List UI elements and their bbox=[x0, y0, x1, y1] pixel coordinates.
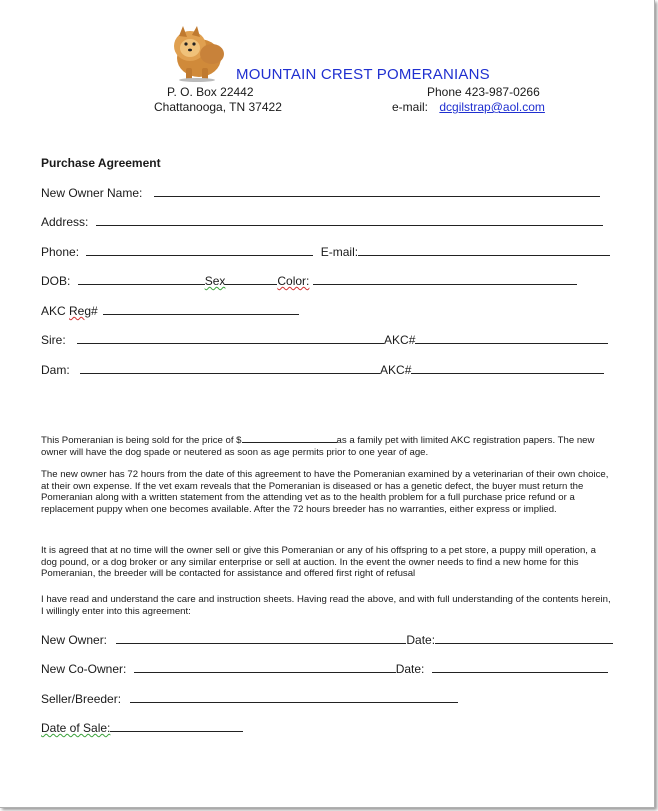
sex-field[interactable] bbox=[225, 274, 277, 285]
dob-row bbox=[41, 274, 577, 288]
new-owner-name-row bbox=[41, 186, 600, 200]
phone-field[interactable] bbox=[86, 245, 313, 256]
new-owner-signature-field[interactable] bbox=[116, 633, 406, 644]
po-box: P. O. Box 22442 bbox=[167, 85, 254, 99]
seller-breeder-row bbox=[41, 692, 458, 706]
akc-reg-row bbox=[41, 304, 299, 318]
email-field-label: E-mail: bbox=[320, 245, 359, 259]
new-owner-date-label: Date: bbox=[406, 633, 436, 647]
company-name: MOUNTAIN CREST POMERANIANS bbox=[236, 66, 490, 83]
color-field[interactable] bbox=[313, 274, 577, 285]
sire-akc-label: AKC# bbox=[384, 333, 416, 347]
dam-akc-field[interactable] bbox=[411, 363, 604, 374]
price-text-start: This Pomeranian is being sold for the price of $ bbox=[41, 435, 242, 446]
sire-akc-field[interactable] bbox=[415, 333, 608, 344]
price-paragraph bbox=[41, 433, 611, 458]
dam-akc-label: AKC# bbox=[380, 363, 412, 377]
new-co-owner-signature-field[interactable] bbox=[134, 662, 396, 673]
dob-field[interactable] bbox=[78, 274, 205, 285]
dam-label: Dam: bbox=[41, 363, 70, 377]
seller-breeder-field[interactable] bbox=[130, 692, 458, 703]
email-label: e-mail: bbox=[392, 100, 429, 114]
new-co-owner-signature-row bbox=[41, 662, 608, 676]
seller-breeder-label: Seller/Breeder: bbox=[41, 692, 122, 706]
acknowledgement-paragraph: I have read and understand the care and instruction sheets. Having read the above, and with full understanding of the contents herein, I willingly enter into this agreement: bbox=[41, 594, 611, 617]
resale-paragraph: It is agreed that at no time will the owner sell or give this Pomeranian or any of his offspring to a pet store, a puppy mill operation, a dog pound, or a dog broker or any similar enterprise or sell at auction. In the event the owner needs to find a new home for this Pomeranian, the breeder will be contacted for assistance and offered first right of refusal bbox=[41, 545, 596, 580]
price-text-end: as a family pet with limited AKC registration papers. The new owner will have the dog spade or neutered as soon as age permits prior to one year of age. bbox=[41, 435, 595, 458]
akc-reg-label: AKC Reg# bbox=[41, 304, 98, 318]
email-link[interactable]: dcgilstrap@aol.com bbox=[439, 100, 545, 114]
sire-row bbox=[41, 333, 608, 347]
new-owner-date-field[interactable] bbox=[435, 633, 613, 644]
new-co-owner-date-field[interactable] bbox=[432, 662, 608, 673]
sire-label: Sire: bbox=[41, 333, 66, 347]
address-label: Address: bbox=[41, 215, 89, 229]
phone-row bbox=[41, 245, 610, 259]
email-row bbox=[392, 100, 545, 114]
date-of-sale-field[interactable] bbox=[110, 721, 243, 732]
price-field[interactable] bbox=[242, 433, 337, 443]
new-owner-name-label: New Owner Name: bbox=[41, 186, 143, 200]
dam-row bbox=[41, 363, 604, 377]
phone-number: Phone 423-987-0266 bbox=[427, 85, 540, 99]
dob-label: DOB: bbox=[41, 274, 71, 288]
sex-label: Sex bbox=[204, 274, 226, 288]
date-of-sale-label: Date of Sale: bbox=[41, 721, 111, 735]
akc-reg-field[interactable] bbox=[103, 304, 299, 315]
vet-exam-paragraph: The new owner has 72 hours from the date of this agreement to have the Pomeranian examined by a veterinarian of their own choice, at their own expense. If the vet exam reveals that the Pomeranian is diseased or has a genetic defect, the buyer must return the Pomeranian along with a written statement from the attending vet as to the health problem for a full purchase price refund or a replacement puppy when one becomes available. After the 72 hours breeder has no warranties, either express or implied. bbox=[41, 469, 609, 515]
sire-field[interactable] bbox=[77, 333, 384, 344]
address-field[interactable] bbox=[96, 215, 603, 226]
address-row bbox=[41, 215, 603, 229]
new-owner-name-field[interactable] bbox=[154, 186, 600, 197]
new-owner-signature-row bbox=[41, 633, 613, 647]
new-co-owner-date-label: Date: bbox=[395, 662, 425, 676]
pomeranian-logo bbox=[166, 24, 228, 82]
new-owner-label: New Owner: bbox=[41, 633, 108, 647]
date-of-sale-row bbox=[41, 721, 243, 735]
phone-label: Phone: bbox=[41, 245, 80, 259]
new-co-owner-label: New Co-Owner: bbox=[41, 662, 127, 676]
page-title: Purchase Agreement bbox=[41, 156, 161, 170]
email-field[interactable] bbox=[358, 245, 610, 256]
dam-field[interactable] bbox=[80, 363, 380, 374]
city-address: Chattanooga, TN 37422 bbox=[154, 100, 282, 114]
color-label: Color: bbox=[277, 274, 310, 288]
